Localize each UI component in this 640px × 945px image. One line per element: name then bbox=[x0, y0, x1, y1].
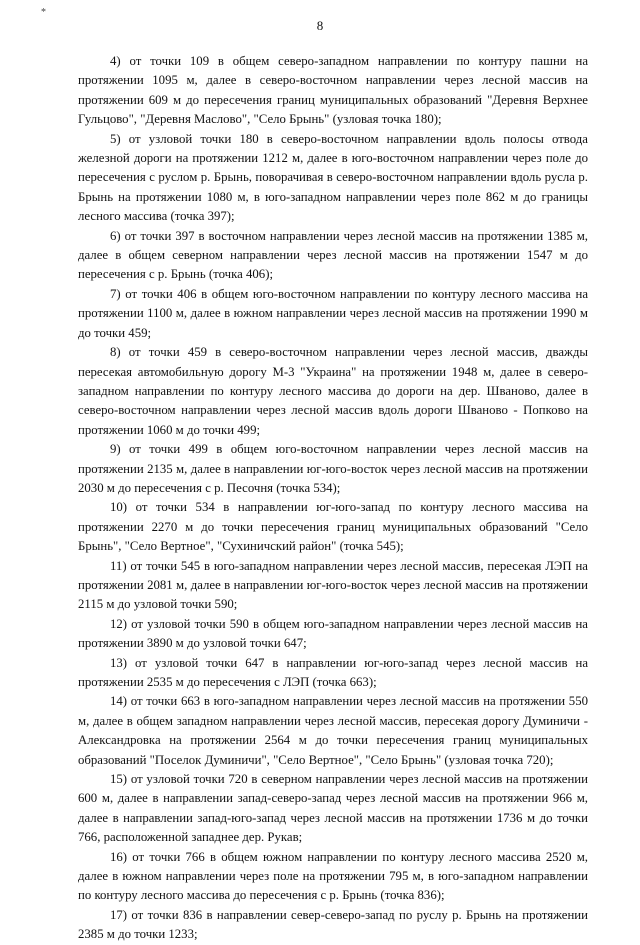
paragraph-6: 6) от точки 397 в восточном направлении через лесной массив на протяжении 1385 м, далее в общем северном направлении через лесной массив на протяжении 1547 м до пересечения с р. Брынь (точка 406); bbox=[78, 228, 588, 282]
paragraph-7: 7) от точки 406 в общем юго-восточном направлении по контуру лесного массива на протяжении 1100 м, далее в южном направлении через лесной массив на протяжении 1990 м до точки 459; bbox=[78, 286, 588, 340]
document-body bbox=[78, 52, 588, 945]
paragraph-16: 16) от точки 766 в общем южном направлении по контуру лесного массива 2520 м, далее в южном направлении через поле на протяжении 795 м, в юго-западном направлении по контуру лесного массива до пересечения с р. Брынь (точка 836); bbox=[78, 849, 588, 903]
paragraph-4: 4) от точки 109 в общем северо-западном направлении по контуру пашни на протяжении 1095 м, далее в северо-восточном направлении через лесной массив на протяжении 609 м до пересечения границ муниципальных образований "Деревня Верхнее Гульцово", "Деревня Маслово", "Село Брынь" (узловая точка 180); bbox=[78, 54, 588, 127]
paragraph-12: 12) от узловой точки 590 в общем юго-западном направлении через лесной массив на протяжении 3890 м до узловой точки 647; bbox=[78, 616, 588, 651]
corner-mark: * bbox=[41, 7, 46, 18]
paragraph-9: 9) от точки 499 в общем юго-восточном направлении через лесной массив на протяжении 2135 м, далее в направлении юг-юго-восток через лесной массив на протяжении 2030 м до пересечения с р. Песочня (точка 534); bbox=[78, 442, 588, 495]
paragraph-13: 13) от узловой точки 647 в направлении юг-юго-запад через лесной массив на протяжении 2535 м до пересечения с ЛЭП (точка 663); bbox=[78, 655, 588, 689]
paragraph-11: 11) от точки 545 в юго-западном направлении через лесной массив, пересекая ЛЭП на протяжении 2081 м, далее в направлении юг-юго-восток через лесной массив на протяжении 2115 м до узловой точки 590; bbox=[78, 558, 588, 612]
paragraph-14: 14) от точки 663 в юго-западном направлении через лесной массив на протяжении 550 м, далее в общем западном направлении через лесной массив, пересекая дорогу Думиничи - Александровка на протяжении 2564 м до точки пересечения границ муниципальных образований "Поселок Думиничи", "Село Вертное", "Село Брынь" (узловая точка 720); bbox=[78, 694, 588, 767]
paragraph-5: 5) от узловой точки 180 в северо-восточном направлении вдоль полосы отвода железной дороги на протяжении 1212 м, далее в юго-восточном направлении через поле до пересечения с руслом р. Брынь, поворачивая в северо-восточном направлении вдоль русла р. Брынь на протяжении 1080 м, в юго-западном направлении через поле 862 м до границы лесного массива (точка 397); bbox=[78, 131, 588, 224]
page-number: 8 bbox=[316, 18, 324, 33]
paragraph-8: 8) от точки 459 в северо-восточном направлении через лесной массив, дважды пересекая автомобильную дорогу М-3 "Украина" на протяжении 1948 м, далее в северо-западном направлении по контуру лесного массива до дороги на дер. Шваново, далее в северо-восточном направлении через лесной массив вдоль дороги Шваново - Попково на протяжении 1060 м до точки 499; bbox=[78, 345, 588, 437]
paragraph-15: 15) от узловой точки 720 в северном направлении через лесной массив на протяжении 600 м, далее в направлении запад-северо-запад через лесной массив на протяжении 966 м, далее в направлении запад-юго-запад через лесной массив на протяжении 1736 м до точки 766, расположенной западнее дер. Рукав; bbox=[78, 772, 588, 845]
paragraph-10: 10) от точки 534 в направлении юг-юго-запад по контуру лесного массива на протяжении 2270 м до точки пересечения границ муниципальных образований "Село Брынь", "Село Вертное", "Сухиничский район" (точка 545); bbox=[78, 500, 588, 554]
paragraph-17: 17) от точки 836 в направлении север-северо-запад по руслу р. Брынь на протяжении 2385 м до точки 1233; bbox=[78, 907, 588, 942]
